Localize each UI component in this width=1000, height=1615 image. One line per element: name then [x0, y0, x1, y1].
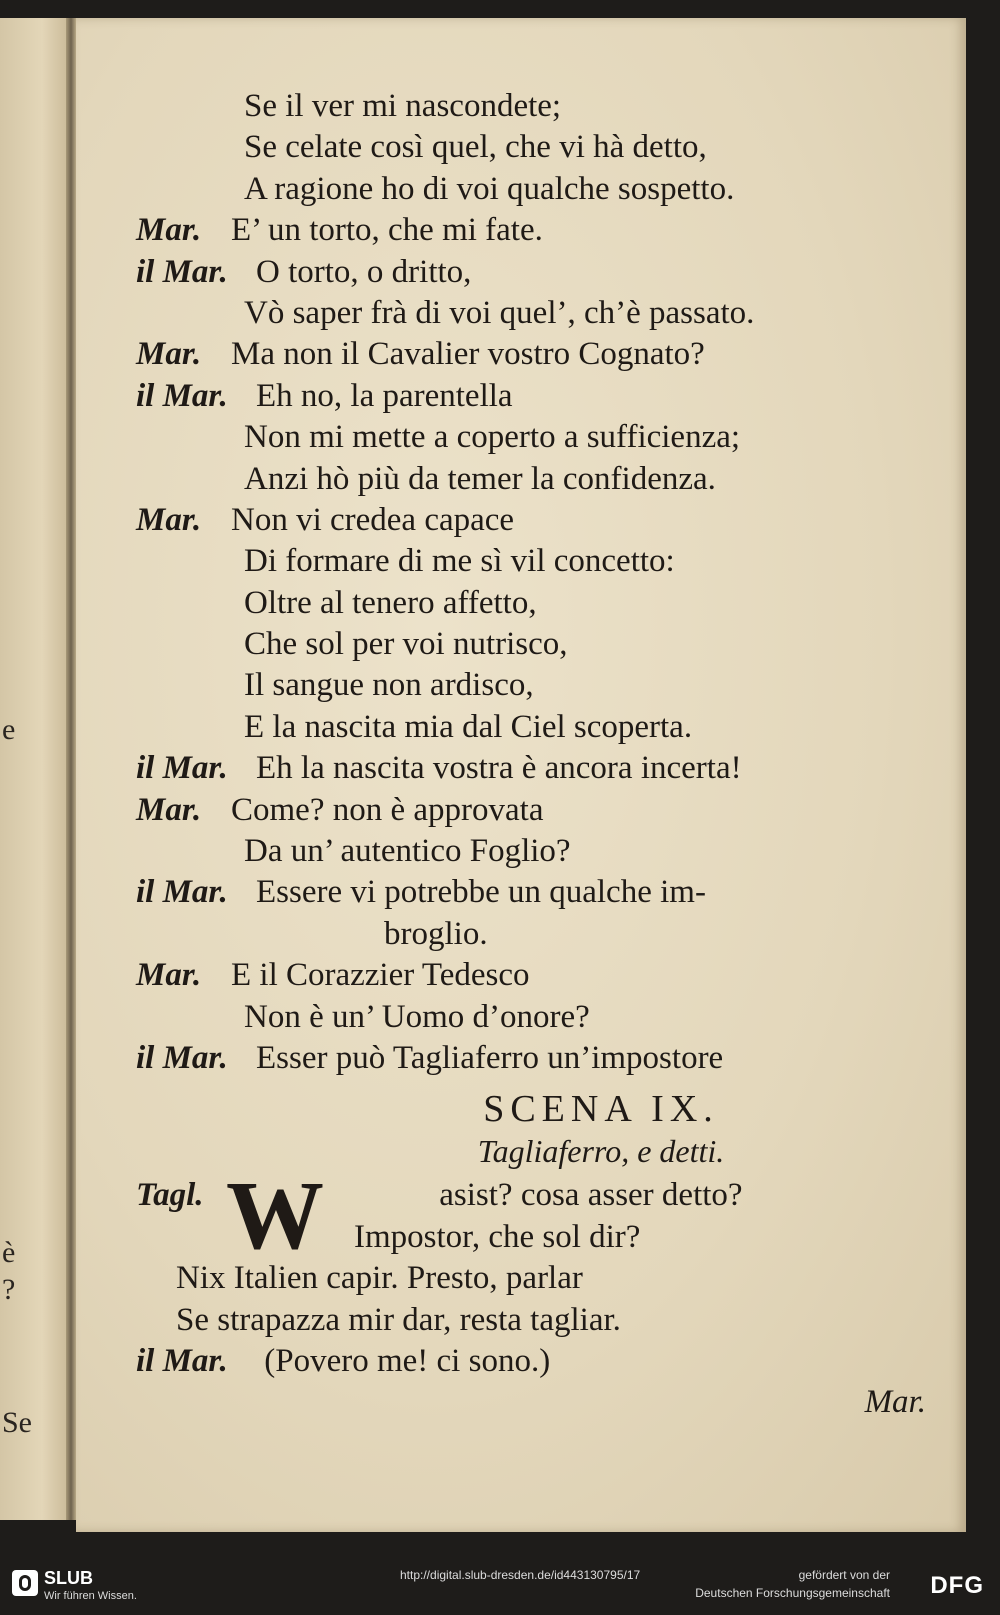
page-text — [136, 86, 946, 1424]
funding-organization: Deutschen Forschungsgemeinschaft — [695, 1586, 890, 1600]
dialogue-line — [136, 665, 946, 706]
speaker-label: Mar. — [136, 957, 202, 994]
dialogue-line — [136, 872, 946, 913]
scene-subtitle: Tagliaferro, e detti. — [477, 1133, 725, 1170]
dialogue-line — [136, 293, 946, 334]
line-text: Non vi credea capace — [231, 501, 515, 538]
dialogue-line — [136, 997, 946, 1038]
line-text: (Povero me! ci sono.) — [264, 1342, 551, 1379]
scene-title: SCENA IX. — [483, 1088, 719, 1131]
dialogue-line — [136, 624, 946, 665]
line-text: Non mi mette a coperto a sufficienza; — [244, 419, 741, 456]
dialogue-line — [136, 86, 946, 127]
dialogue-line — [136, 1341, 946, 1382]
book-page — [76, 18, 966, 1532]
dialogue-line — [136, 707, 946, 748]
line-text: Essere vi potrebbe un qualche im- — [256, 874, 706, 911]
dialogue-line — [136, 748, 946, 789]
dialogue-line — [136, 541, 946, 582]
line-text: Non è un’ Uomo d’onore? — [244, 998, 590, 1035]
line-text: Oltre al tenero affetto, — [244, 584, 537, 621]
speaker-label: il Mar. — [136, 1342, 228, 1379]
speaker-label: il Mar. — [136, 1039, 228, 1076]
dialogue-line — [136, 376, 946, 417]
facing-page-fragment: Se — [2, 1406, 32, 1439]
line-text: Eh la nascita vostra è ancora incerta! — [256, 750, 742, 787]
catchword: Mar. — [864, 1384, 926, 1421]
line-text: Che sol per voi nutrisco, — [244, 626, 568, 663]
line-text: Ma non il Cavalier vostro Cognato? — [231, 336, 705, 373]
speaker-label: il Mar. — [136, 750, 228, 787]
dialogue-block — [136, 86, 946, 1079]
line-text: A ragione ho di voi qualche sospetto. — [244, 170, 735, 207]
speaker-label: Mar. — [136, 791, 202, 828]
dialogue-line — [136, 955, 946, 996]
dialogue-line — [136, 1038, 946, 1079]
dfg-logo: DFG — [930, 1572, 984, 1599]
line-text: Da un’ autentico Foglio? — [244, 833, 571, 870]
facing-page-fragment: e — [2, 713, 16, 746]
dialogue-line — [136, 127, 946, 168]
line-text: Se celate così quel, che vi hà detto, — [244, 129, 707, 166]
dialogue-line — [136, 790, 946, 831]
dialogue-line — [136, 459, 946, 500]
speaker-label: Tagl. — [136, 1177, 204, 1214]
line-text: Se il ver mi nascondete; — [244, 88, 562, 124]
line-text: Impostor, che sol dir? — [354, 1218, 641, 1255]
line-text: Se strapazza mir dar, resta tagliar. — [176, 1301, 621, 1338]
funding-note: gefördert von der — [798, 1568, 890, 1582]
line-text: Esser può Tagliaferro un’impostore — [256, 1039, 724, 1076]
speaker-label: Mar. — [136, 212, 202, 249]
speaker-label: Mar. — [136, 336, 202, 373]
permalink-url[interactable]: http://digital.slub-dresden.de/id443130795/17 — [400, 1568, 641, 1582]
library-name: SLUB — [44, 1568, 93, 1588]
speaker-label: il Mar. — [136, 874, 228, 911]
line-text: E il Corazzier Tedesco — [231, 957, 530, 994]
book-gutter — [66, 18, 76, 1520]
slub-logo-icon — [12, 1570, 38, 1596]
speaker-label: il Mar. — [136, 253, 228, 290]
viewer-footer — [0, 1560, 1000, 1615]
facing-page-fragment: ? — [2, 1273, 16, 1306]
dialogue-line — [136, 334, 946, 375]
line-text: Anzi hò più da temer la confidenza. — [244, 460, 716, 497]
dialogue-line — [136, 417, 946, 458]
dialogue-line — [136, 252, 946, 293]
speaker-label: Mar. — [136, 501, 202, 538]
line-text: Come? non è approvata — [231, 791, 544, 828]
dialogue-line — [136, 169, 946, 210]
drop-cap: W — [226, 1162, 324, 1271]
dialogue-line — [136, 583, 946, 624]
speaker-label: il Mar. — [136, 377, 228, 414]
dialogue-line — [136, 210, 946, 251]
facing-page-edge — [0, 18, 70, 1520]
line-text: Vò saper frà di voi quel’, ch’è passato. — [244, 294, 755, 331]
line-text: asist? cosa asser detto? — [439, 1177, 743, 1214]
line-text: Di formare di me sì vil concetto: — [244, 543, 675, 580]
dialogue-line — [136, 914, 946, 955]
line-text: Eh no, la parentella — [256, 377, 513, 414]
dialogue-line — [136, 500, 946, 541]
line-text: E la nascita mia dal Ciel scoperta. — [244, 708, 693, 745]
dialogue-line — [136, 831, 946, 872]
dialogue-line — [136, 1300, 946, 1341]
line-text: Il sangue non ardisco, — [244, 667, 534, 704]
line-text: broglio. — [384, 915, 488, 952]
library-tagline: Wir führen Wissen. — [44, 1590, 137, 1602]
line-text: E’ un torto, che mi fate. — [231, 212, 543, 249]
line-text: O torto, o dritto, — [256, 253, 472, 290]
facing-page-fragment: è — [2, 1236, 16, 1269]
line-text: Nix Italien capir. Presto, parlar — [176, 1260, 583, 1297]
